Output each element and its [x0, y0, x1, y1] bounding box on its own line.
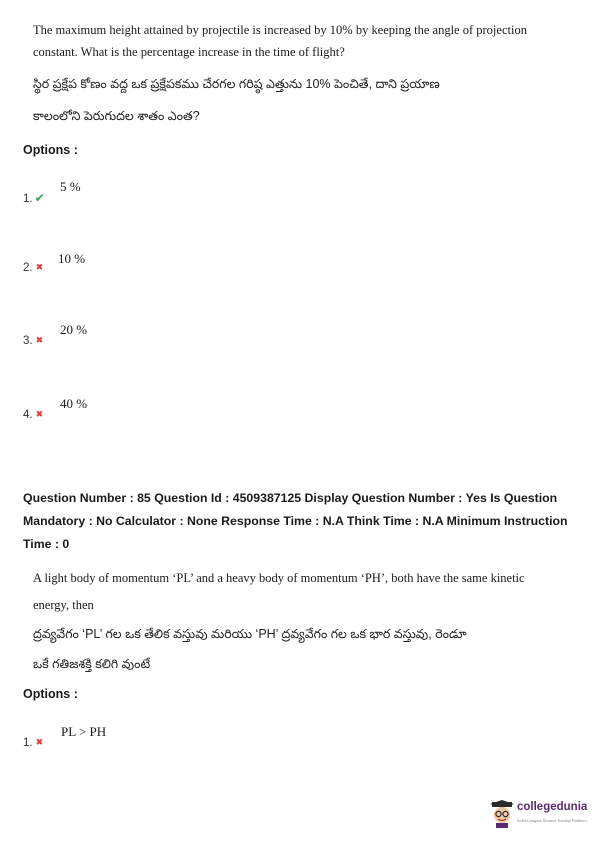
check-icon: ✔	[34, 191, 45, 205]
question-text-line-2: constant. What is the percentage increase in the time of flight?	[33, 45, 345, 59]
option-value-4: 40 %	[60, 396, 88, 411]
option-index: 1.	[23, 193, 33, 205]
metadata-line-1: Question Number : 85 Question Id : 4509387125 Display Question Number : Yes Is Question	[23, 491, 558, 505]
logo-name: collegedunia	[517, 801, 588, 813]
cross-icon: ✖	[35, 335, 44, 345]
option-index: 1.	[23, 737, 33, 749]
metadata-line-3: Time : 0	[23, 537, 70, 551]
options-label: Options :	[23, 687, 78, 701]
question-telugu-line-2: కాలంలోని పెరుగుదల శాతం ఎంత?	[33, 109, 200, 123]
cross-icon: ✖	[35, 262, 44, 272]
logo-tagline: India's largest Student Review Platform	[517, 818, 587, 823]
option-index: 3.	[23, 335, 33, 347]
question-telugu-line-1: ద్రవ్యవేగం ‘PL’ గల ఒక తేలిక వస్తువు మరియు ‘PH’ ద్రవ్యవేగం గల ఒక భార వస్తువు, రెండూ	[33, 627, 467, 641]
option-value-1: 5 %	[60, 179, 81, 194]
question-telugu-line-2: ఒకే గతిజశక్తి కలిగి వుంటే	[33, 657, 151, 671]
option-value-1: PL > PH	[61, 724, 107, 739]
question-telugu-line-1: స్థిర ప్రక్షేప కోణం వద్ద ఒక ప్రక్షేపకము చేరగల గరిష్ఠ ఎత్తును 10% పెంచితే, దాని ప్రయాణ	[33, 77, 440, 91]
metadata-line-2: Mandatory : No Calculator : None Response Time : N.A Think Time : N.A Minimum Instruction	[23, 514, 568, 528]
option-index: 4.	[23, 409, 33, 421]
option-value-2: 10 %	[58, 251, 86, 266]
mascot-icon	[489, 800, 515, 828]
option-index: 2.	[23, 262, 33, 274]
cross-icon: ✖	[35, 737, 44, 747]
option-number-3	[23, 335, 43, 347]
option-number-1	[23, 191, 45, 205]
question-text-line-1: The maximum height attained by projectile is increased by 10% by keeping the angle of projection	[33, 23, 527, 37]
collegedunia-logo	[489, 800, 589, 830]
option-number-2	[23, 262, 43, 274]
options-label: Options :	[23, 143, 78, 157]
option-number-4	[23, 409, 43, 421]
option-number-1	[23, 737, 43, 749]
cross-icon: ✖	[35, 409, 44, 419]
question-text-line-2: energy, then	[33, 598, 94, 612]
question-text-line-1: A light body of momentum ‘PL’ and a heavy body of momentum ‘PH’, both have the same kinetic	[33, 571, 525, 585]
question-metadata	[23, 487, 583, 556]
option-value-3: 20 %	[60, 322, 88, 337]
